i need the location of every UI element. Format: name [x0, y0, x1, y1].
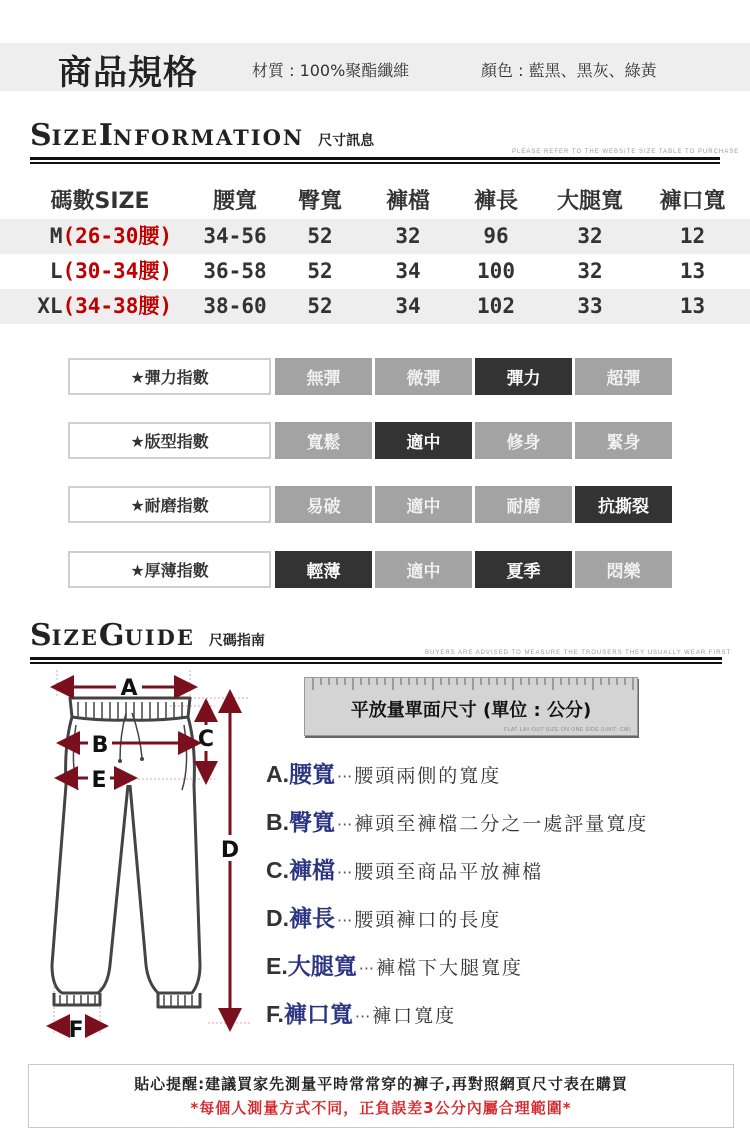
hem-cell: 12 — [679, 224, 706, 248]
index-option-active: 輕薄 — [275, 551, 372, 588]
ruler-ticks-icon — [305, 678, 637, 690]
thigh-cell: 32 — [577, 224, 603, 248]
label-c: C — [197, 727, 215, 752]
length-cell: 96 — [483, 224, 509, 248]
title-text: UIDE — [124, 625, 195, 650]
pants-diagram — [40, 665, 270, 1045]
label-e: E — [91, 768, 107, 793]
index-option: 適中 — [375, 551, 472, 588]
size-info-header — [30, 118, 722, 153]
reminder-line-2: *每個人測量方式不同，正負誤差3公分內屬合理範圍* — [190, 1099, 572, 1117]
index-option-active: 抗撕裂 — [575, 486, 672, 523]
index-row-fit — [68, 422, 675, 459]
waist-cell: 38-60 — [203, 294, 267, 318]
guide-term: 大腿寬 — [287, 954, 357, 980]
size-info-note: PLEASE REFER TO THE WEBSITE SIZE TABLE TO PURCHASE — [512, 149, 740, 155]
label-a: A — [120, 676, 138, 701]
size-cell — [0, 254, 172, 289]
guide-term: 腰寬 — [289, 762, 335, 788]
length-cell: 100 — [477, 259, 515, 283]
index-option-active: 適中 — [375, 422, 472, 459]
guide-desc: 褲檔下大腿寬度 — [376, 957, 524, 979]
col-header-rise: 褲檔 — [385, 189, 430, 214]
col-header-hem: 褲口寬 — [659, 189, 726, 214]
hem-cell: 13 — [679, 259, 706, 283]
length-cell: 102 — [477, 294, 515, 318]
index-row-thickness — [68, 551, 675, 588]
guide-dots: ··· — [354, 1007, 371, 1026]
guide-item-d — [266, 900, 501, 933]
index-row-elasticity — [68, 358, 675, 395]
guide-letter: C. — [266, 857, 289, 883]
title-letter: S — [30, 118, 52, 153]
guide-letter: F. — [266, 1001, 284, 1027]
ruler-title: 平放量單面尺寸 (單位 : 公分) — [350, 700, 592, 721]
index-option: 無彈 — [275, 358, 372, 395]
guide-desc: 腰頭兩側的寬度 — [354, 765, 502, 787]
table-row — [0, 254, 750, 289]
size-guide-header — [30, 618, 722, 653]
index-option: 寬鬆 — [275, 422, 372, 459]
divider — [30, 662, 722, 664]
index-option-active: 夏季 — [475, 551, 572, 588]
size-guide-note: BUYERS ARE ADVISED TO MEASURE THE TROUSERS THEY USUALLY WEAR FIRST — [425, 650, 732, 656]
spec-title: 商品規格 — [58, 53, 198, 93]
title-cn: 尺寸訊息 — [318, 133, 375, 149]
waist-cell: 34-56 — [203, 224, 267, 248]
title-text: IZE — [51, 125, 99, 150]
ruler-subtitle: FLAT LAY-OUT SIZE ON ONE SIDE (UNIT: CM) — [504, 727, 631, 733]
hip-cell: 52 — [307, 224, 333, 248]
index-option-active: 彈力 — [475, 358, 572, 395]
thigh-cell: 33 — [577, 294, 603, 318]
spec-bar — [0, 43, 750, 91]
col-header-length: 褲長 — [473, 189, 518, 214]
divider — [30, 162, 720, 164]
guide-dots: ··· — [337, 863, 353, 882]
size-cell — [0, 219, 172, 254]
guide-dots: ··· — [337, 815, 353, 834]
index-option: 悶樂 — [575, 551, 672, 588]
index-option: 修身 — [475, 422, 572, 459]
guide-term: 褲長 — [289, 906, 335, 932]
rise-cell: 32 — [395, 224, 421, 248]
guide-desc: 褲頭至褲檔二分之一處評量寬度 — [354, 813, 649, 835]
guide-item-f — [266, 996, 456, 1029]
guide-letter: B. — [266, 809, 289, 835]
hip-cell: 52 — [307, 294, 333, 318]
guide-letter: D. — [266, 905, 289, 931]
guide-term: 褲檔 — [289, 858, 335, 884]
index-option: 微彈 — [375, 358, 472, 395]
size-code: M — [49, 224, 63, 248]
guide-dots: ··· — [358, 959, 374, 978]
pants-outline-icon — [40, 665, 270, 1045]
index-label: ★厚薄指數 — [68, 551, 271, 588]
size-info-title — [30, 118, 722, 153]
guide-item-b — [266, 804, 648, 837]
col-header-size: 碼數SIZE — [50, 189, 150, 214]
label-b: B — [91, 733, 109, 758]
index-label: ★版型指數 — [68, 422, 271, 459]
size-code: XL — [37, 294, 63, 318]
index-option: 易破 — [275, 486, 372, 523]
guide-letter: A. — [266, 761, 289, 787]
table-header-row — [0, 184, 750, 219]
index-label: ★耐磨指數 — [68, 486, 271, 523]
col-header-hip: 臀寬 — [297, 189, 342, 214]
divider — [30, 157, 720, 160]
size-code: L — [49, 259, 63, 283]
col-header-waist: 腰寬 — [212, 189, 257, 214]
guide-item-e — [266, 948, 523, 981]
spec-color: 顏色 : 藍黑、黑灰、綠黃 — [481, 61, 657, 80]
guide-term: 臀寬 — [289, 810, 335, 836]
col-header-thigh: 大腿寬 — [556, 189, 623, 214]
size-cell — [0, 289, 172, 324]
index-row-durability — [68, 486, 675, 523]
guide-item-c — [266, 852, 543, 885]
guide-letter: E. — [266, 953, 288, 979]
size-range: (34-38腰) — [62, 294, 172, 318]
divider — [30, 657, 722, 660]
guide-desc: 褲口寬度 — [372, 1005, 457, 1027]
index-option: 緊身 — [575, 422, 672, 459]
ruler-banner — [304, 677, 638, 736]
title-cn: 尺碼指南 — [208, 633, 265, 649]
reminder-line-1: 貼心提醒:建議買家先測量平時常常穿的褲子,再對照網頁尺寸表在購買 — [134, 1075, 628, 1093]
table-row — [0, 219, 750, 254]
index-label: ★彈力指數 — [68, 358, 271, 395]
size-range: (30-34腰) — [62, 259, 172, 283]
title-letter: S — [30, 618, 52, 653]
guide-item-a — [266, 756, 501, 789]
label-f: F — [68, 1018, 84, 1043]
guide-dots: ··· — [337, 911, 353, 930]
waist-cell: 36-58 — [203, 259, 267, 283]
title-text: NFORMATION — [112, 125, 305, 150]
size-range: (26-30腰) — [62, 224, 172, 248]
hem-cell: 13 — [679, 294, 706, 318]
table-row — [0, 289, 750, 324]
title-letter: I — [98, 118, 113, 153]
index-option: 耐磨 — [475, 486, 572, 523]
guide-dots: ··· — [337, 767, 353, 786]
thigh-cell: 32 — [577, 259, 603, 283]
guide-term: 褲口寬 — [283, 1002, 353, 1028]
title-letter: G — [98, 618, 125, 653]
guide-desc: 腰頭褲口的長度 — [354, 909, 502, 931]
size-table — [0, 184, 750, 324]
spec-material: 材質 : 100%聚酯纖維 — [252, 61, 410, 80]
hip-cell: 52 — [307, 259, 333, 283]
index-option: 適中 — [375, 486, 472, 523]
title-text: IZE — [51, 625, 99, 650]
rise-cell: 34 — [395, 259, 421, 283]
guide-desc: 腰頭至商品平放褲檔 — [354, 861, 544, 883]
size-guide-title — [30, 618, 722, 653]
label-d: D — [220, 838, 240, 863]
reminder-box — [28, 1064, 734, 1128]
index-option: 超彈 — [575, 358, 672, 395]
rise-cell: 34 — [395, 294, 421, 318]
